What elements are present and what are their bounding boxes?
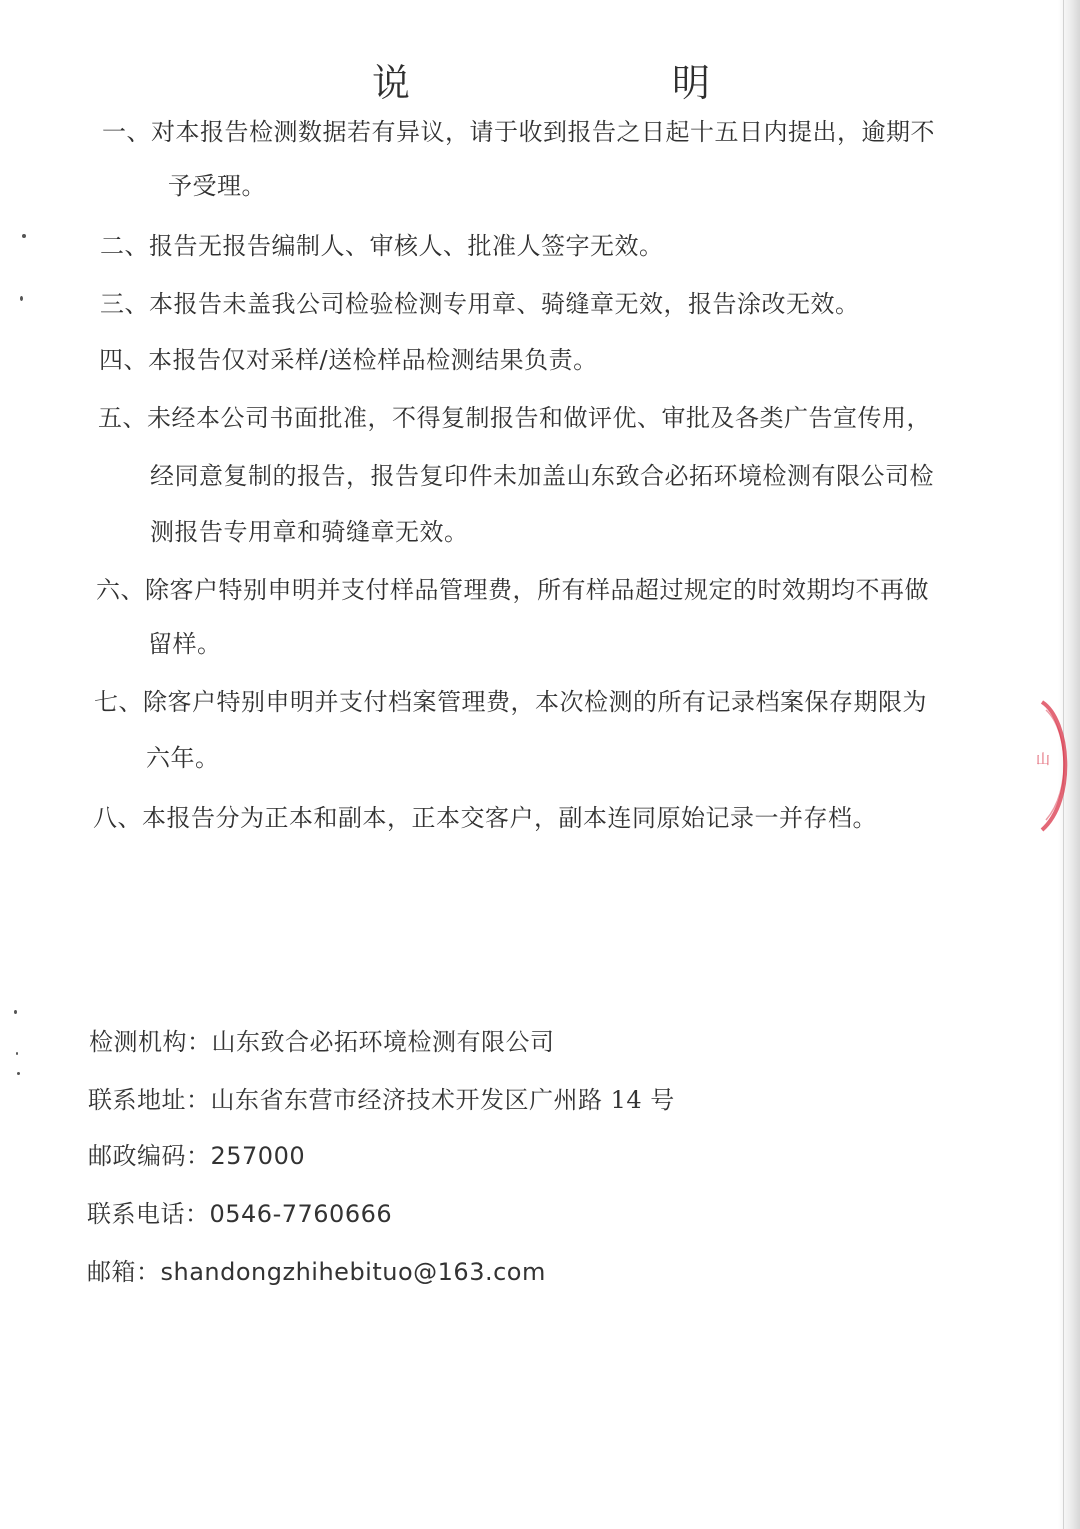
notice-item-4: 四、本报告仅对采样/送检样品检测结果负责。: [99, 346, 598, 374]
notice-item-5: 五、未经本公司书面批准，不得复制报告和做评优、审批及各类广告宣传用，: [98, 404, 931, 432]
notice-item-1: 一、对本报告检测数据若有异议，请于收到报告之日起十五日内提出，逾期不: [102, 118, 935, 146]
contact-postcode-label: 邮政编码：: [88, 1142, 211, 1170]
scan-speck: [16, 1052, 18, 1055]
contact-postcode-value: 257000: [210, 1142, 306, 1170]
scan-speck: [17, 1072, 20, 1075]
notice-item-7: 七、除客户特别申明并支付档案管理费，本次检测的所有记录档案保存期限为: [94, 688, 927, 716]
page-title: [0, 52, 1080, 104]
contact-address-value: 山东省东营市经济技术开发区广州路 14 号: [210, 1086, 675, 1114]
contact-email-value: shandongzhihebituo@163.com: [160, 1258, 546, 1286]
notice-item-5-cont1: 经同意复制的报告，报告复印件未加盖山东致合必拓环境检测有限公司检: [150, 462, 934, 490]
contact-phone-value: 0546-7760666: [209, 1200, 393, 1228]
scan-speck: [20, 296, 23, 301]
notice-item-2: 二、报告无报告编制人、审核人、批准人签字无效。: [100, 232, 664, 260]
notice-item-1-cont: 予受理。: [168, 172, 266, 200]
contact-org: [89, 1030, 555, 1054]
contact-postcode: [88, 1144, 305, 1168]
contact-email-label: 邮箱：: [87, 1258, 161, 1286]
contact-org-label: 检测机构：: [89, 1028, 212, 1056]
scan-speck: [22, 234, 26, 238]
contact-email: [87, 1260, 546, 1284]
notice-item-6: 六、除客户特别申明并支付样品管理费，所有样品超过规定的时效期均不再做: [96, 576, 929, 604]
notice-item-7-cont: 六年。: [146, 744, 220, 772]
title-char-2: 明: [672, 61, 711, 105]
notice-item-8: 八、本报告分为正本和副本，正本交客户，副本连同原始记录一并存档。: [93, 804, 877, 832]
notice-item-3: 三、本报告未盖我公司检验检测专用章、骑缝章无效，报告涂改无效。: [100, 290, 860, 318]
contact-phone: [87, 1202, 392, 1226]
scan-speck: [14, 1010, 17, 1014]
contact-phone-label: 联系电话：: [87, 1200, 210, 1228]
contact-org-value: 山东致合必拓环境检测有限公司: [211, 1028, 555, 1056]
contact-address-label: 联系地址：: [88, 1086, 211, 1114]
notice-item-5-cont2: 测报告专用章和骑缝章无效。: [150, 518, 469, 546]
svg-text:山: 山: [1036, 752, 1050, 768]
contact-address: [88, 1088, 675, 1112]
title-char-1: 说: [372, 61, 411, 105]
company-seal-fragment: [1030, 690, 1080, 840]
notice-item-6-cont: 留样。: [148, 630, 222, 658]
